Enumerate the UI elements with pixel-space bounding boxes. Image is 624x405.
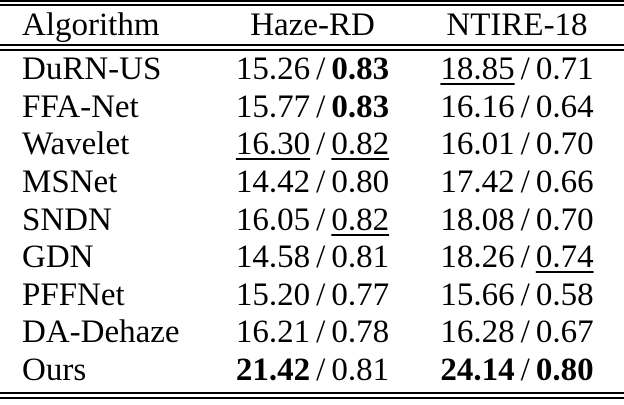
psnr-value: 16.01 bbox=[440, 126, 515, 163]
table-row bbox=[0, 164, 624, 202]
ssim-value: 0.83 bbox=[331, 51, 390, 88]
psnr-value: 15.20 bbox=[235, 276, 311, 313]
slash-separator: / bbox=[520, 276, 530, 313]
algorithm-cell: DuRN-US bbox=[22, 51, 162, 88]
algorithm-cell: GDN bbox=[22, 239, 94, 276]
slash-separator: / bbox=[520, 88, 530, 125]
psnr-value: 21.42 bbox=[235, 352, 311, 389]
slash-separator: / bbox=[316, 51, 326, 88]
haze-rd-cell bbox=[215, 354, 410, 387]
ssim-value: 0.81 bbox=[331, 239, 390, 276]
bottom-rule bbox=[0, 392, 624, 399]
column-header-ntire-18: NTIRE-18 bbox=[446, 6, 588, 43]
haze-rd-cell bbox=[215, 201, 410, 238]
psnr-value: 15.66 bbox=[440, 276, 515, 313]
table-row bbox=[0, 352, 624, 390]
slash-separator: / bbox=[520, 126, 530, 163]
slash-separator: / bbox=[316, 352, 326, 389]
table-row bbox=[0, 277, 624, 315]
ssim-value: 0.64 bbox=[535, 88, 594, 125]
slash-separator: / bbox=[316, 276, 326, 313]
algorithm-cell: MSNet bbox=[22, 164, 118, 201]
psnr-value: 16.28 bbox=[440, 314, 515, 351]
algorithm-cell: Wavelet bbox=[22, 126, 130, 163]
slash-separator: / bbox=[520, 201, 530, 238]
psnr-value: 18.08 bbox=[440, 201, 515, 238]
psnr-value: 24.14 bbox=[440, 352, 515, 389]
ntire-18-cell bbox=[410, 201, 624, 238]
slash-separator: / bbox=[316, 239, 326, 276]
ssim-value: 0.66 bbox=[535, 164, 594, 201]
psnr-value: 14.58 bbox=[235, 239, 311, 276]
table-row bbox=[0, 89, 624, 127]
header-row bbox=[0, 6, 624, 44]
slash-separator: / bbox=[316, 126, 326, 163]
table-row bbox=[0, 314, 624, 352]
ssim-value: 0.70 bbox=[535, 126, 594, 163]
haze-rd-cell bbox=[215, 53, 410, 86]
algorithm-cell: SNDN bbox=[22, 201, 112, 238]
header-rule bbox=[0, 44, 624, 51]
table-row bbox=[0, 201, 624, 239]
ntire-18-cell bbox=[410, 276, 624, 313]
haze-rd-cell bbox=[215, 128, 410, 161]
haze-rd-cell bbox=[215, 316, 410, 349]
psnr-value: 18.85 bbox=[440, 51, 515, 88]
table-body bbox=[0, 51, 624, 389]
algorithm-cell: PFFNet bbox=[22, 276, 125, 313]
slash-separator: / bbox=[316, 314, 326, 351]
slash-separator: / bbox=[520, 164, 530, 201]
ntire-18-cell bbox=[410, 316, 624, 349]
table-row bbox=[0, 126, 624, 164]
ssim-value: 0.83 bbox=[331, 88, 390, 125]
haze-rd-cell bbox=[215, 276, 410, 313]
slash-separator: / bbox=[520, 314, 530, 351]
slash-separator: / bbox=[520, 51, 530, 88]
ssim-value: 0.80 bbox=[331, 164, 390, 201]
ntire-18-cell bbox=[410, 128, 624, 161]
slash-separator: / bbox=[520, 239, 530, 276]
slash-separator: / bbox=[520, 352, 530, 389]
ntire-18-cell bbox=[410, 166, 624, 199]
ssim-value: 0.74 bbox=[535, 239, 594, 276]
psnr-value: 15.77 bbox=[235, 88, 311, 125]
psnr-value: 18.26 bbox=[440, 239, 515, 276]
algorithm-cell: DA-Dehaze bbox=[22, 314, 180, 351]
ssim-value: 0.81 bbox=[331, 352, 390, 389]
slash-separator: / bbox=[316, 201, 326, 238]
column-header-haze-rd: Haze-RD bbox=[250, 6, 375, 43]
table-row bbox=[0, 239, 624, 277]
algorithm-cell: FFA-Net bbox=[22, 88, 139, 125]
ssim-value: 0.82 bbox=[331, 126, 390, 163]
table-row bbox=[0, 51, 624, 89]
haze-rd-cell bbox=[215, 88, 410, 125]
haze-rd-cell bbox=[215, 166, 410, 199]
psnr-value: 16.21 bbox=[235, 314, 311, 351]
ssim-value: 0.78 bbox=[331, 314, 390, 351]
psnr-value: 17.42 bbox=[440, 164, 515, 201]
ntire-18-cell bbox=[410, 354, 624, 387]
psnr-value: 16.05 bbox=[235, 201, 311, 238]
psnr-value: 14.42 bbox=[235, 164, 311, 201]
ssim-value: 0.70 bbox=[535, 201, 594, 238]
ntire-18-cell bbox=[410, 241, 624, 274]
ssim-value: 0.67 bbox=[535, 314, 594, 351]
ssim-value: 0.58 bbox=[535, 276, 594, 313]
ntire-18-cell bbox=[410, 53, 624, 86]
column-header-algorithm: Algorithm bbox=[22, 6, 160, 43]
haze-rd-cell bbox=[215, 241, 410, 274]
psnr-value: 16.16 bbox=[440, 88, 515, 125]
slash-separator: / bbox=[316, 164, 326, 201]
psnr-value: 16.30 bbox=[235, 126, 311, 163]
algorithm-cell: Ours bbox=[22, 352, 87, 389]
slash-separator: / bbox=[316, 88, 326, 125]
ssim-value: 0.80 bbox=[535, 352, 594, 389]
ssim-value: 0.71 bbox=[535, 51, 594, 88]
ntire-18-cell bbox=[410, 88, 624, 125]
ssim-value: 0.77 bbox=[331, 276, 390, 313]
ssim-value: 0.82 bbox=[331, 201, 390, 238]
psnr-value: 15.26 bbox=[235, 51, 311, 88]
